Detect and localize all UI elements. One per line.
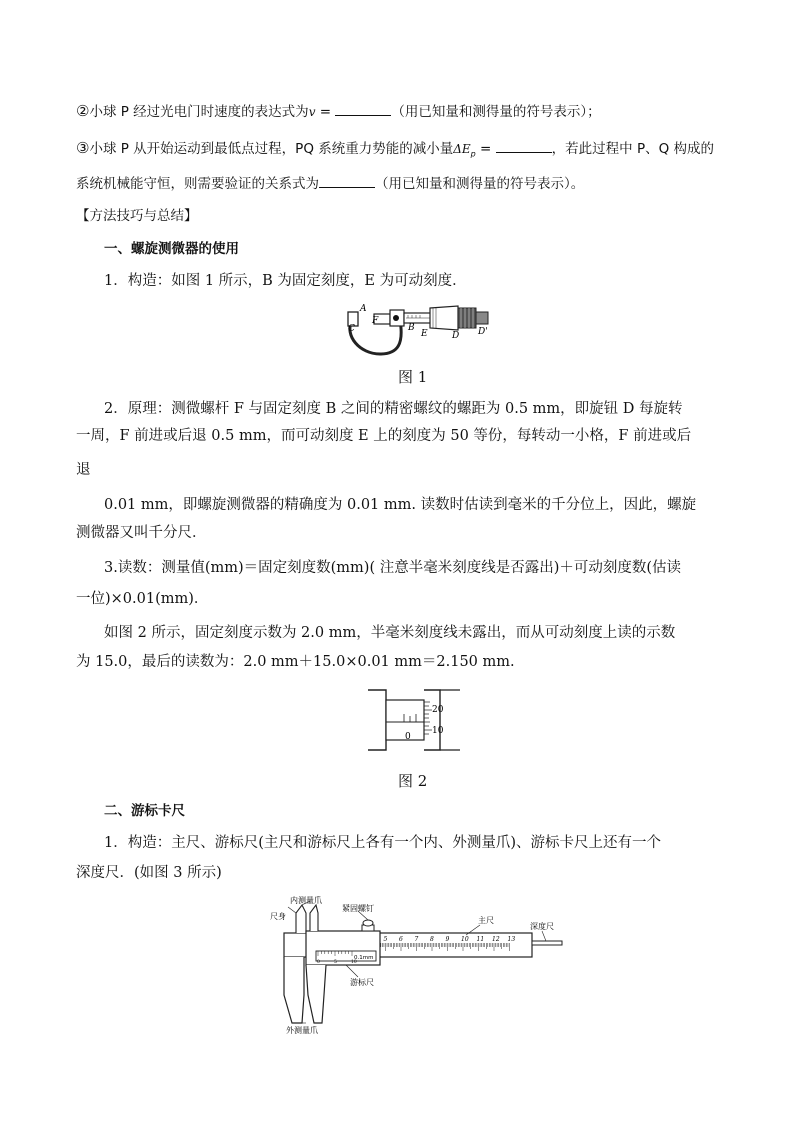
fig2-label-zero: 0 <box>405 732 411 742</box>
fig1-label-a: A <box>360 304 367 314</box>
figure-2-caption: 图 2 <box>398 772 428 790</box>
fig3-label-outer-jaw: 外测量爪 <box>286 1026 318 1035</box>
question-3-hint: （用已知量和测得量的符号表示）。 <box>375 176 585 192</box>
fig3-label-vernier: 游标尺 <box>350 978 374 987</box>
fig2-label-10: 10 <box>432 726 444 736</box>
fig3-label-depth: 深度尺 <box>530 922 554 931</box>
main-scale-tick-label: 13 <box>507 936 516 943</box>
fig3-label-body: 尺身 <box>270 912 286 921</box>
fig1-label-e: E <box>421 329 428 339</box>
fig1-label-f: F <box>372 316 379 326</box>
example-line-1: 如图 2 所示，固定刻度示数为 2.0 mm，半毫米刻度线未露出，而从可动刻度上读的示数 <box>104 625 676 641</box>
question-2-marker: ② <box>76 102 90 120</box>
caliper-construction-2: 深度尺．(如图 3 所示) <box>76 865 222 881</box>
question-3-line-1 <box>76 137 722 166</box>
main-scale-tick-label: 6 <box>399 936 403 943</box>
equals-sign-2: = <box>475 141 496 157</box>
main-scale-tick-label: 8 <box>430 936 434 943</box>
fig1-label-dprime: D' <box>478 327 488 337</box>
question-2-line <box>76 100 722 123</box>
question-2-hint: （用已知量和测得量的符号表示）； <box>391 104 601 120</box>
main-scale-tick-label: 5 <box>383 936 388 943</box>
figure-1-caption: 图 1 <box>398 368 428 386</box>
potential-energy-symbol: ΔE <box>453 142 471 156</box>
fig1-label-d: D <box>452 331 460 341</box>
reading-line-2: 一位)×0.01(mm)． <box>76 591 209 607</box>
answer-blank-energy[interactable] <box>496 138 552 153</box>
equals-sign: = <box>315 104 336 120</box>
question-3-text-cont: ，若此过程中 P、Q 构成的 <box>551 141 715 157</box>
potential-energy-subscript: p <box>470 149 476 159</box>
micrometer-heading: 一、螺旋测微器的使用 <box>104 241 239 257</box>
question-3-line2-text: 系统机械能守恒，则需要验证的关系式为 <box>76 176 319 192</box>
answer-blank-velocity[interactable] <box>335 101 391 116</box>
section-heading: 【方法技巧与总结】 <box>76 208 198 224</box>
answer-blank-relation[interactable] <box>319 173 375 188</box>
fig3-label-main-scale: 主尺 <box>478 916 494 925</box>
main-scale-tick-label: 10 <box>461 936 469 943</box>
main-scale-tick-label: 7 <box>414 936 419 943</box>
vernier-caliper-figure <box>266 895 566 1035</box>
principle-line-1: 2．原理：测微螺杆 F 与固定刻度 B 之间的精密螺纹的螺距为 0.5 mm，即旋钮 D 每旋转 <box>104 401 683 417</box>
vernier-tick-label: 5 <box>334 960 337 965</box>
micrometer-reading-figure <box>366 686 462 754</box>
main-scale-tick-label: 12 <box>492 936 500 943</box>
fig3-label-inner-jaw: 内测量爪 <box>290 896 322 905</box>
fig1-label-c: C <box>348 324 355 334</box>
question-3-line-2 <box>76 173 722 195</box>
fig3-label-screw: 紧固螺钉 <box>342 904 374 913</box>
fig3-label-vernier-mark: 0.1mm <box>354 955 374 961</box>
principle-line-3: 退 <box>76 462 91 478</box>
vernier-tick-label: 10 <box>351 960 357 965</box>
principle-line-2: 一周，F 前进或后退 0.5 mm，而可动刻度 E 上的刻度为 50 等份，每转动一小格，F 前进或后 <box>76 428 692 444</box>
fig2-label-20: 20 <box>432 705 444 715</box>
example-line-2: 为 15.0，最后的读数为：2.0 mm＋15.0×0.01 mm＝2.150 mm. <box>76 654 515 670</box>
velocity-symbol: v <box>308 105 316 119</box>
micrometer-construction: 1．构造：如图 1 所示，B 为固定刻度，E 为可动刻度． <box>104 273 467 289</box>
question-3-text: 小球 P 从开始运动到最低点过程，PQ 系统重力势能的减小量 <box>89 141 454 157</box>
principle-line-4: 0.01 mm，即螺旋测微器的精确度为 0.01 mm. 读数时估读到毫米的千分位上，因此，螺旋 <box>104 497 697 513</box>
main-scale-tick-label: 11 <box>476 936 485 943</box>
question-2-text: 小球 P 经过光电门时速度的表达式为 <box>89 104 309 120</box>
vernier-tick-label: 0 <box>317 960 320 965</box>
micrometer-figure <box>338 296 498 358</box>
question-3-marker: ③ <box>76 139 90 157</box>
caliper-heading: 二、游标卡尺 <box>104 803 185 819</box>
fig1-label-b: B <box>408 323 415 333</box>
main-scale-tick-label: 9 <box>445 936 450 943</box>
caliper-construction-1: 1．构造：主尺、游标尺(主尺和游标尺上各有一个内、外测量爪)、游标卡尺上还有一个 <box>104 835 662 851</box>
reading-line-1: 3.读数：测量值(mm)＝固定刻度数(mm)( 注意半毫米刻度线是否露出)＋可动刻度数(估读 <box>104 560 682 576</box>
principle-line-5: 测微器又叫千分尺． <box>76 525 207 541</box>
